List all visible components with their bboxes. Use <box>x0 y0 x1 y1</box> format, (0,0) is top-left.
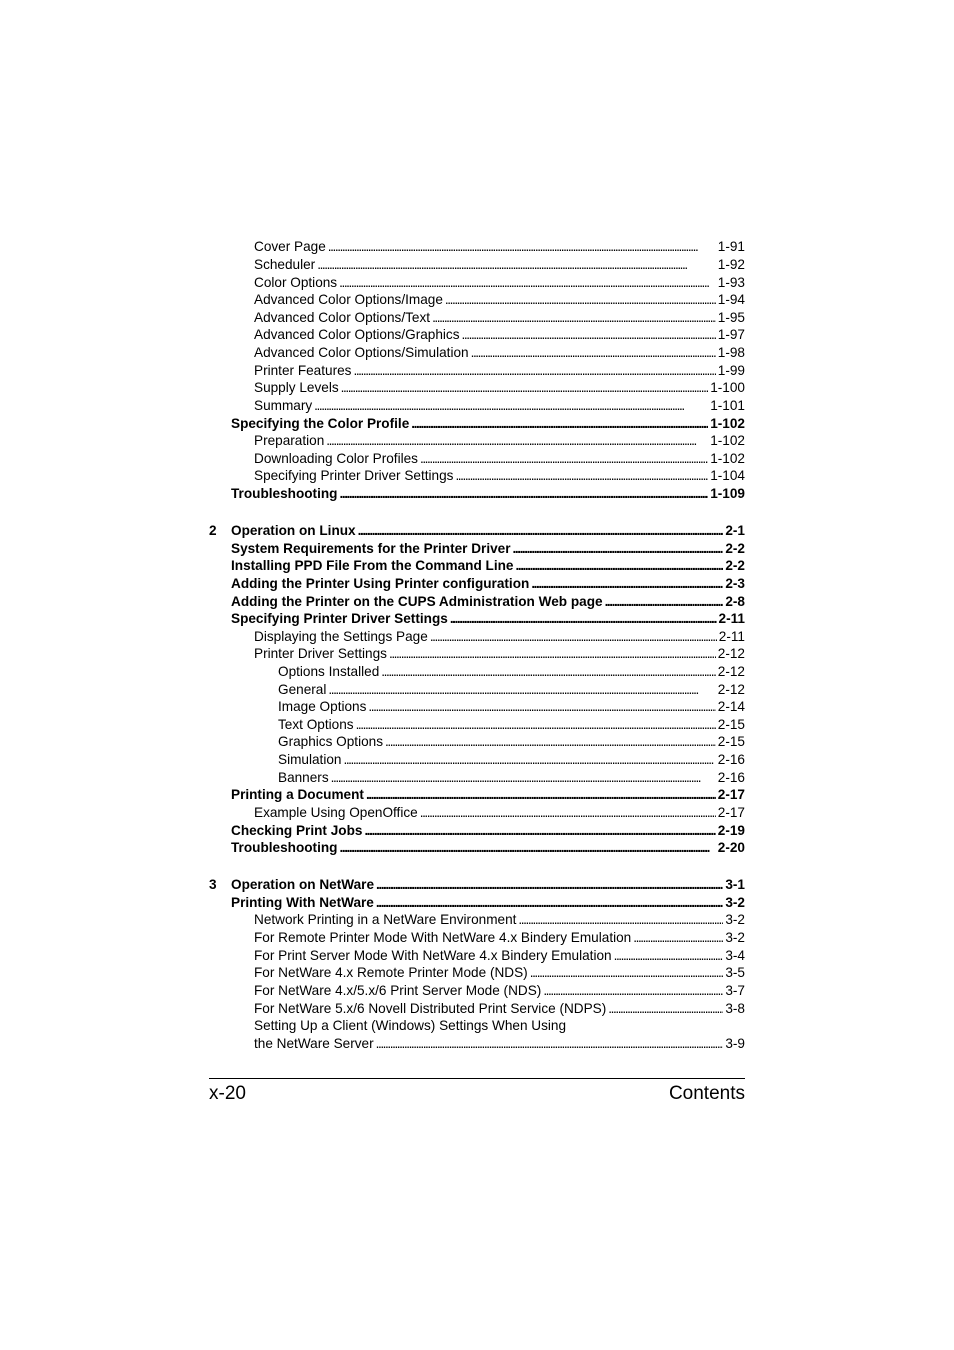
toc-entry-page: 1-97 <box>717 327 745 342</box>
toc-entry <box>278 716 745 734</box>
dot-leader <box>608 1000 723 1018</box>
toc-entry <box>254 1000 745 1018</box>
dot-leader <box>389 645 716 663</box>
chapter-number: 3 <box>209 877 217 892</box>
dot-leader <box>445 291 716 309</box>
dot-leader <box>376 1035 724 1053</box>
toc-entry-title-line: Setting Up a Client (Windows) Settings When Using <box>254 1018 567 1033</box>
dot-leader <box>376 894 723 912</box>
toc-entry-page: 2-15 <box>717 734 745 749</box>
toc-entry-title: Operation on Linux <box>231 523 356 538</box>
toc-entry <box>254 947 745 965</box>
toc-entry-page: 2-2 <box>725 558 745 573</box>
toc-entry-page: 1-109 <box>710 486 745 501</box>
toc-entry-page: 1-94 <box>717 292 745 307</box>
toc-entry-title: Banners <box>278 770 329 785</box>
toc-entry-page: 3-9 <box>725 1036 745 1051</box>
toc-entry-title: Specifying Printer Driver Settings <box>254 468 454 483</box>
toc-entry-title: General <box>278 682 327 697</box>
toc-entry <box>278 681 745 699</box>
toc-entry <box>254 344 745 362</box>
toc-entry-title: Printing a Document <box>231 787 364 802</box>
toc-entry <box>231 522 745 540</box>
dot-leader <box>331 769 716 787</box>
toc-entry-title: Advanced Color Options/Text <box>254 310 431 325</box>
toc-entry <box>254 291 745 309</box>
toc-entry-page: 3-1 <box>725 877 745 892</box>
toc-entry <box>278 663 745 681</box>
toc-entry-title: Displaying the Settings Page <box>254 629 428 644</box>
toc-entry <box>254 362 745 380</box>
dot-leader <box>471 344 716 362</box>
dot-leader <box>381 663 716 681</box>
toc-entry-title: Example Using OpenOffice <box>254 805 418 820</box>
toc-entry-page: 1-100 <box>710 380 745 395</box>
toc-entry <box>254 326 745 344</box>
toc-entry-title: Printer Driver Settings <box>254 646 387 661</box>
toc-entry-title: Supply Levels <box>254 380 339 395</box>
toc-entry-title: Advanced Color Options/Simulation <box>254 345 469 360</box>
toc-entry-page: 2-12 <box>717 664 745 679</box>
toc-entry <box>254 379 745 397</box>
dot-leader <box>339 839 715 857</box>
dot-leader <box>420 804 716 822</box>
toc-entry <box>278 769 745 787</box>
toc-entry-page: 2-11 <box>718 629 745 644</box>
toc-entry <box>254 911 745 929</box>
dot-leader <box>328 238 716 256</box>
dot-leader <box>420 450 708 468</box>
toc-entry-title: Network Printing in a NetWare Environment <box>254 912 517 927</box>
toc-entry-title: For NetWare 4.x/5.x/6 Print Server Mode (NDS) <box>254 983 542 998</box>
dot-leader <box>328 681 715 699</box>
dot-leader <box>364 822 715 840</box>
toc-entry-page: 2-19 <box>717 823 745 838</box>
toc-entry <box>254 467 745 485</box>
toc-entry-title: Printing With NetWare <box>231 895 374 910</box>
toc-entry <box>254 645 745 663</box>
toc-entry <box>231 557 745 575</box>
toc-entry-title: Specifying Printer Driver Settings <box>231 611 448 626</box>
toc-entry <box>254 1035 745 1053</box>
toc-entry <box>231 485 745 503</box>
dot-leader <box>515 557 723 575</box>
toc-entry <box>254 982 745 1000</box>
dot-leader <box>462 326 716 344</box>
dot-leader <box>385 733 716 751</box>
toc-entry-title: Summary <box>254 398 313 413</box>
toc-entry-title: Downloading Color Profiles <box>254 451 418 466</box>
toc-entry <box>254 804 745 822</box>
toc-entry-page: 3-5 <box>725 965 745 980</box>
toc-entry-page: 1-104 <box>710 468 745 483</box>
toc-entry <box>254 628 745 646</box>
toc-entry <box>231 894 745 912</box>
toc-entry-title: Checking Print Jobs <box>231 823 363 838</box>
dot-leader <box>356 716 716 734</box>
dot-leader <box>339 485 708 503</box>
dot-leader <box>518 911 723 929</box>
toc-entry <box>254 274 745 292</box>
dot-leader <box>513 540 724 558</box>
toc-entry-title: System Requirements for the Printer Driver <box>231 541 511 556</box>
toc-entry <box>254 929 745 947</box>
toc-entry <box>278 698 745 716</box>
toc-entry <box>231 786 745 804</box>
toc-entry-title: Advanced Color Options/Image <box>254 292 443 307</box>
dot-leader <box>430 628 717 646</box>
dot-leader <box>455 467 708 485</box>
toc-entry <box>231 610 745 628</box>
dot-leader <box>432 309 716 327</box>
dot-leader <box>353 362 715 380</box>
toc-entry-page: 2-14 <box>717 699 745 714</box>
toc-entry-page: 1-102 <box>710 433 745 448</box>
toc-entry-page: 1-95 <box>717 310 745 325</box>
toc-entry-page: 2-16 <box>717 770 745 785</box>
toc-entry-page: 2-12 <box>717 646 745 661</box>
dot-leader <box>358 522 724 540</box>
dot-leader <box>450 610 717 628</box>
toc-entry <box>278 751 745 769</box>
toc-entry-page: 2-2 <box>725 541 745 556</box>
toc-entry <box>254 964 745 982</box>
toc-entry-title: Text Options <box>278 717 354 732</box>
toc-entry-title: Image Options <box>278 699 367 714</box>
toc-entry-title: Adding the Printer on the CUPS Administration Web page <box>231 594 603 609</box>
dot-leader <box>530 964 724 982</box>
toc-entry-page: 2-16 <box>717 752 745 767</box>
toc-entry <box>231 415 745 433</box>
toc-entry <box>231 876 745 894</box>
dot-leader <box>341 379 709 397</box>
dot-leader <box>411 415 708 433</box>
toc-entry-title: Scheduler <box>254 257 316 272</box>
toc-entry-page: 2-17 <box>717 787 745 802</box>
dot-leader <box>366 786 716 804</box>
dot-leader <box>633 929 723 947</box>
toc-entry-title: For NetWare 4.x Remote Printer Mode (NDS) <box>254 965 528 980</box>
toc-entry-page: 2-8 <box>725 594 745 609</box>
toc-entry-page: 3-4 <box>725 948 745 963</box>
dot-leader <box>614 947 724 965</box>
toc-entry-page: 2-12 <box>717 682 745 697</box>
dot-leader <box>368 698 715 716</box>
toc-entry-page: 1-102 <box>710 451 745 466</box>
dot-leader <box>376 876 723 894</box>
toc-entry-page: 1-102 <box>710 416 745 431</box>
footer-rule <box>209 1078 745 1079</box>
dot-leader <box>605 593 724 611</box>
toc-entry <box>254 450 745 468</box>
footer-section-title: Contents <box>668 1083 745 1104</box>
toc-entry <box>254 238 745 256</box>
toc-entry-page: 1-98 <box>717 345 745 360</box>
toc-entry-page: 2-11 <box>718 611 745 626</box>
toc-entry-title: For Print Server Mode With NetWare 4.x Bindery Emulation <box>254 948 612 963</box>
toc-entry-page: 3-2 <box>725 895 745 910</box>
toc-entry-page: 1-92 <box>717 257 745 272</box>
toc-entry <box>231 593 745 611</box>
dot-leader <box>317 256 716 274</box>
toc-entry-title: Operation on NetWare <box>231 877 374 892</box>
toc-entry-title: Advanced Color Options/Graphics <box>254 327 460 342</box>
toc-entry-title: Simulation <box>278 752 342 767</box>
toc-entry-page: 1-91 <box>717 239 745 254</box>
dot-leader <box>531 575 723 593</box>
dot-leader <box>326 432 708 450</box>
toc-entry <box>254 309 745 327</box>
toc-entry-page: 1-101 <box>710 398 745 413</box>
toc-entry-page: 1-99 <box>717 363 745 378</box>
toc-entry-title: Troubleshooting <box>231 840 338 855</box>
toc-entry-title: For Remote Printer Mode With NetWare 4.x Bindery Emulation <box>254 930 632 945</box>
dot-leader <box>343 751 715 769</box>
dot-leader <box>543 982 723 1000</box>
toc-entry-page: 1-93 <box>717 275 745 290</box>
toc-entry <box>254 256 745 274</box>
toc-entry-page: 3-2 <box>725 930 745 945</box>
toc-entry-page: 2-20 <box>717 840 745 855</box>
toc-entry-title: Installing PPD File From the Command Line <box>231 558 514 573</box>
dot-leader <box>339 274 716 292</box>
toc-entry-page: 2-1 <box>725 523 745 538</box>
toc-entry-title: the NetWare Server <box>254 1036 374 1051</box>
toc-entry-page: 3-2 <box>725 912 745 927</box>
toc-entry-title: Preparation <box>254 433 325 448</box>
toc-entry-title: For NetWare 5.x/6 Novell Distributed Print Service (NDPS) <box>254 1001 607 1016</box>
toc-entry <box>231 575 745 593</box>
toc-entry-title: Graphics Options <box>278 734 384 749</box>
toc-entry <box>254 397 745 415</box>
toc-entry-page: 3-8 <box>725 1001 745 1016</box>
toc-entry-title: Options Installed <box>278 664 380 679</box>
toc-entry-title: Color Options <box>254 275 338 290</box>
toc-entry <box>254 432 745 450</box>
toc-entry <box>231 540 745 558</box>
toc-entry <box>278 733 745 751</box>
footer-page-number: x-20 <box>209 1083 246 1104</box>
chapter-number: 2 <box>209 523 217 538</box>
toc-entry-page: 2-17 <box>717 805 745 820</box>
toc-entry <box>231 839 745 857</box>
toc-entry-title: Specifying the Color Profile <box>231 416 410 431</box>
toc-entry <box>231 822 745 840</box>
toc-entry-page: 2-15 <box>717 717 745 732</box>
toc-entry-title: Adding the Printer Using Printer configuration <box>231 576 530 591</box>
toc-entry-page: 2-3 <box>725 576 745 591</box>
toc-entry-page: 3-7 <box>725 983 745 998</box>
toc-entry-title: Printer Features <box>254 363 352 378</box>
toc-entry-title: Troubleshooting <box>231 486 338 501</box>
dot-leader <box>314 397 708 415</box>
toc-entry-title: Cover Page <box>254 239 326 254</box>
